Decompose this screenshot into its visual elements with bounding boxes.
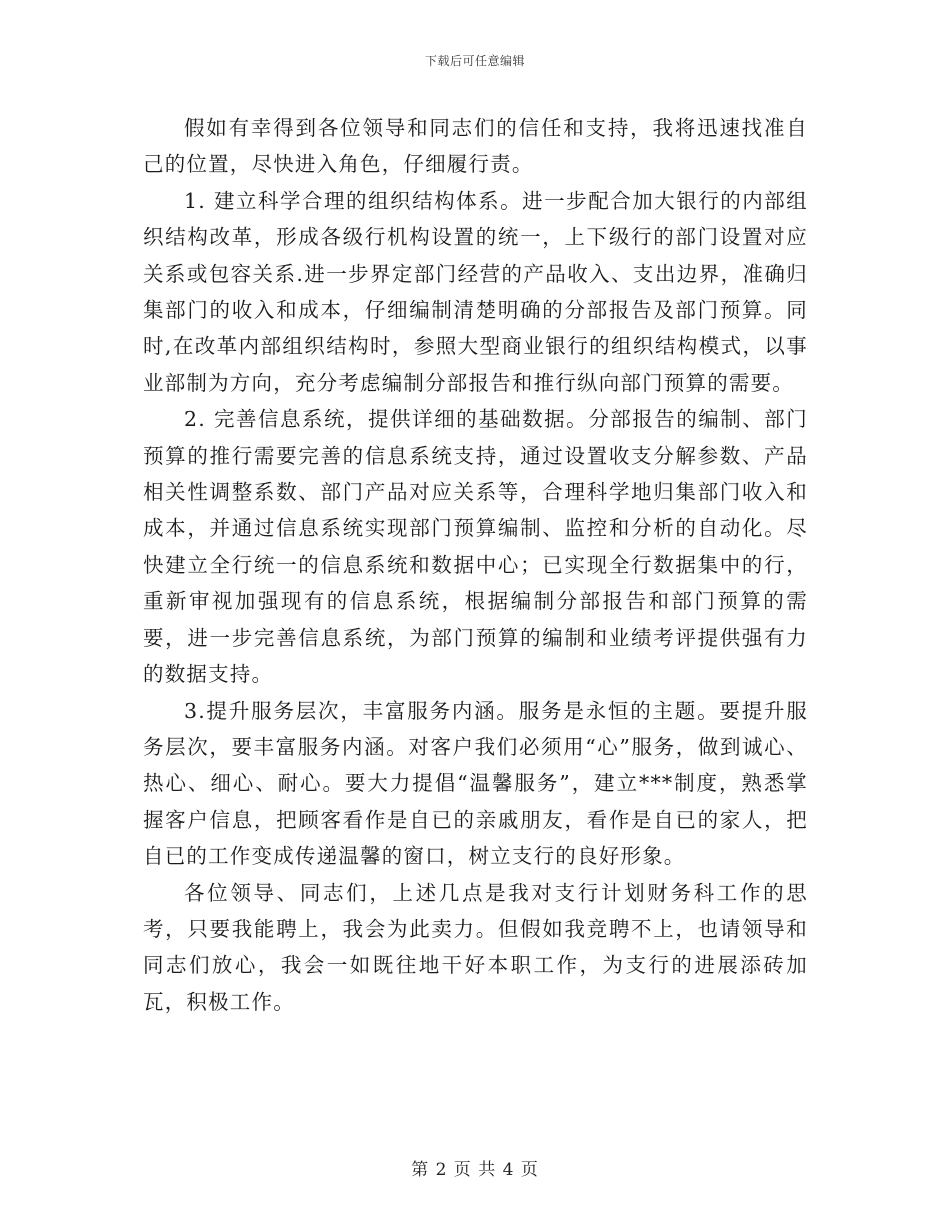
page-number-footer: 第 2 页 共 4 页 — [411, 1160, 539, 1180]
document-body — [143, 110, 808, 1020]
paragraph-intro: 假如有幸得到各位领导和同志们的信任和支持，我将迅速找准自己的位置，尽快进入角色，仔细履行责。 — [143, 116, 808, 177]
header-note: 下载后可任意编辑 — [424, 54, 525, 68]
paragraph-item-1: 1. 建立科学合理的组织结构体系。进一步配合加大银行的内部组织结构改革，形成各级行机构设置的统一，上下级行的部门设置对应关系或包容关系.进一步界定部门经营的产品收入、支出边界，准确归集部门的收入和成本，仔细编制清楚明确的分部报告及部门预算。同时,在改革内部组织结构时，参照大型商业银行的组织结构模式，以事业部制为方向，充分考虑编制分部报告和推行纵向部门预算的需要。 — [143, 188, 808, 395]
paragraph-closing: 各位领导、同志们，上述几点是我对支行计划财务科工作的思考，只要我能聘上，我会为此卖力。但假如我竞聘不上，也请领导和同志们放心，我会一如既往地干好本职工作，为支行的进展添砖加瓦，积极工作。 — [143, 880, 808, 1014]
paragraph-item-3: 3.提升服务层次，丰富服务内涵。服务是永恒的主题。要提升服务层次，要丰富服务内涵。对客户我们必须用“心”服务，做到诚心、热心、细心、耐心。要大力提倡“温馨服务”，建立***制度，熟悉掌握客户信息，把顾客看作是自已的亲戚朋友，看作是自已的家人，把自已的工作变成传递温馨的窗口，树立支行的良好形象。 — [143, 698, 808, 869]
paragraph-item-2: 2. 完善信息系统，提供详细的基础数据。分部报告的编制、部门预算的推行需要完善的信息系统支持，通过设置收支分解参数、产品相关性调整系数、部门产品对应关系等，合理科学地归集部门收入和成本，并通过信息系统实现部门预算编制、监控和分析的自动化。尽快建立全行统一的信息系统和数据中心；已实现全行数据集中的行，重新审视加强现有的信息系统，根据编制分部报告和部门预算的需要，进一步完善信息系统，为部门预算的编制和业绩考评提供强有力的数据支持。 — [143, 407, 808, 687]
